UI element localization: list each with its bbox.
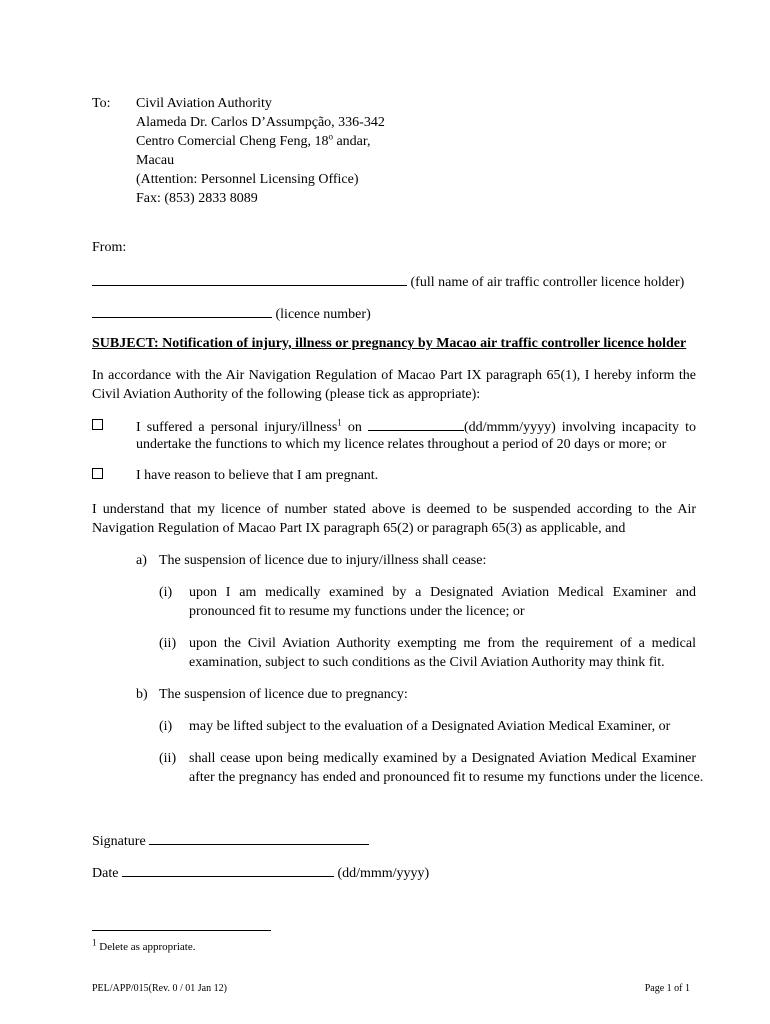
section-a-ii-num: (ii) [159,636,177,651]
section-a-i-line-2: pronounced fit to resume my functions under the licence; or [189,604,525,619]
section-a-marker: a) [136,553,147,568]
address-attention: (Attention: Personnel Licensing Office) [136,172,359,187]
section-b-ii-line-1: shall cease upon being medically examined by a Designated Aviation Medical Examiner [189,751,696,766]
form-id: PEL/APP/015(Rev. 0 / 01 Jan 12) [92,983,227,994]
date-hint: (dd/mmm/yyyy) [337,866,430,881]
full-name-row [92,270,687,292]
addressee-name: Civil Aviation Authority [136,96,272,111]
to-label: To: [92,96,111,111]
section-a-ii-line-2: examination, subject to such conditions as the Civil Aviation Authority may think fit. [189,655,665,670]
pregnancy-option-text: I have reason to believe that I am pregnant. [136,468,379,483]
pregnancy-checkbox[interactable] [92,468,103,479]
signature-row [92,830,369,851]
footnote [92,938,195,957]
subject-heading: SUBJECT: Notification of injury, illness or pregnancy by Macao air traffic controller licence holder [92,336,687,351]
date-label: Date [92,866,119,881]
injury-option-line-1: I suffered a personal injury/illness$^1$ on (dd/mmm/yyyy) involving incapacity to [136,417,697,435]
address-fax: Fax: (853) 2833 8089 [136,191,258,206]
section-b-marker: b) [136,687,148,702]
intro-line-1: In accordance with the Air Navigation Regulation of Macao Part IX paragraph 65(1), I hereby inform the [92,368,696,383]
address-street: Alameda Dr. Carlos D’Assumpção, 336-342 [136,115,385,130]
injury-checkbox[interactable] [92,419,103,430]
footnote-separator [92,930,271,931]
injury-date-field[interactable] [368,416,464,431]
signature-label: Signature [92,834,146,849]
date-field[interactable] [122,862,334,877]
injury-option-line-2: undertake the functions to which my licence relates throughout a period of 20 days or more; or [136,437,667,452]
section-b-ii-line-2: after the pregnancy has ended and pronounced fit to resume my functions under the licence. [189,770,704,785]
page-number: Page 1 of 1 [644,983,690,994]
section-a-title: The suspension of licence due to injury/illness shall cease: [159,553,487,568]
understand-line-1: I understand that my licence of number stated above is deemed to be suspended according to the Air [92,502,696,517]
licence-number-row [92,302,371,324]
understand-line-2: Navigation Regulation of Macao Part IX paragraph 65(2) or paragraph 65(3) as applicable, and [92,521,626,536]
section-a-ii-line-1: upon the Civil Aviation Authority exempting me from the requirement of a medical [189,636,696,651]
section-a-i-num: (i) [159,585,173,600]
address-building: Centro Comercial Cheng Feng, 18$^o$ andar, [136,131,371,149]
section-b-title: The suspension of licence due to pregnancy: [159,687,408,702]
intro-line-2: Civil Aviation Authority of the following (please tick as appropriate): [92,387,481,402]
date-row [92,862,429,883]
full-name-hint: (full name of air traffic controller licence holder) [410,275,685,290]
full-name-field[interactable] [92,270,407,286]
from-label: From: [92,240,127,255]
signature-field[interactable] [149,830,369,845]
address-city: Macau [136,153,175,168]
section-b-ii-num: (ii) [159,751,177,766]
section-b-i-line-1: may be lifted subject to the evaluation of a Designated Aviation Medical Examiner, or [189,719,671,734]
footnote-text: Delete as appropriate. [99,941,196,953]
section-a-i-line-1: upon I am medically examined by a Designated Aviation Medical Examiner and [189,585,696,600]
section-b-i-num: (i) [159,719,173,734]
footnote-marker: 1 [92,937,97,948]
licence-number-hint: (licence number) [275,307,371,322]
licence-number-field[interactable] [92,302,272,318]
